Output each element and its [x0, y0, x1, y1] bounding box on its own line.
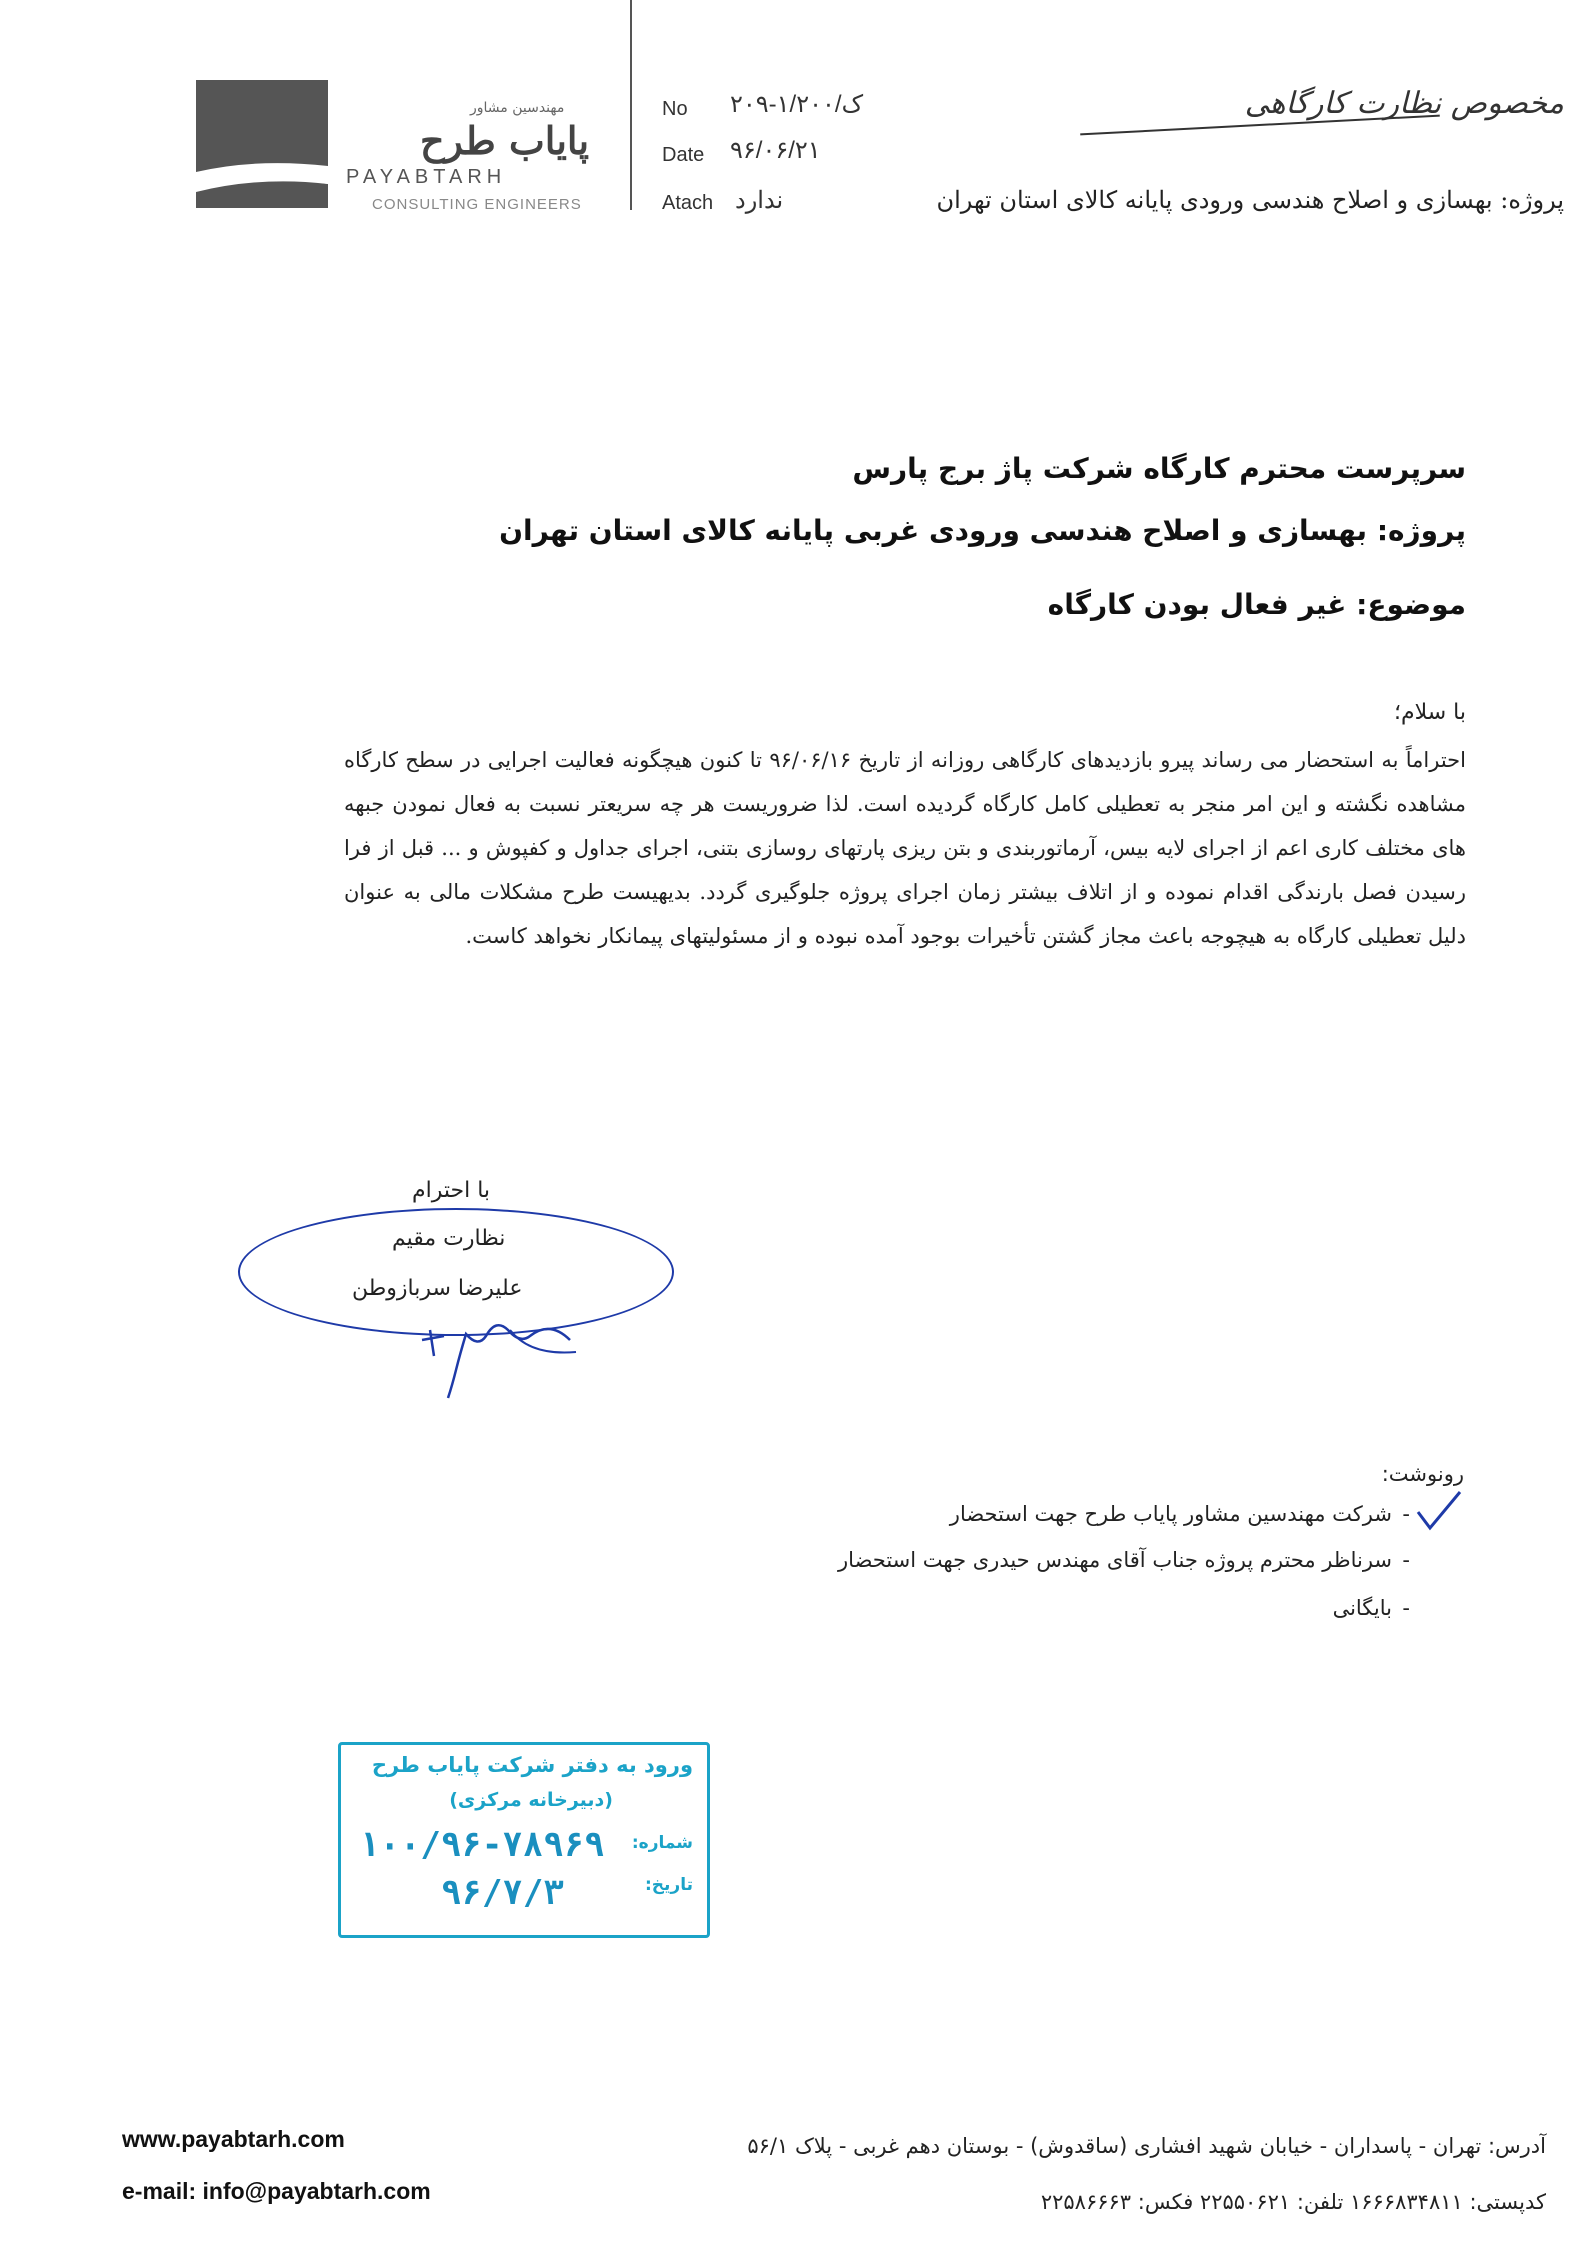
no-value: ۲۰۹-۱/ک/۲۰۰	[730, 91, 864, 118]
footer-address: آدرس: تهران - پاسداران - خیابان شهید افشاری (ساقدوش) - بوستان دهم غربی - پلاک ۵۶/۱	[747, 2134, 1546, 2158]
handwritten-note: مخصوص نظارت کارگاهی	[1244, 86, 1564, 121]
logo-small-text: مهندسین مشاور	[470, 100, 565, 116]
footer-website: www.payabtarh.com	[122, 2126, 345, 2152]
logo-name-fa: پایاب طرح	[420, 118, 590, 163]
signer-role: نظارت مقیم	[392, 1226, 506, 1251]
letter-body: احتراماً به استحضار می رساند پیرو بازدیدهای کارگاهی روزانه از تاریخ ۹۶/۰۶/۱۶ تا کنون هیچگونه فعالیت اجرایی در سطح کارگاه مشاهده نگشته و این امر منجر به تعطیلی کامل کارگاه گردیده است. لذا ضروریست هر چه سریعتر نسبت به فعال نمودن جبهه های مختلف کاری اعم از اجرای لایه بیس، آرماتوربندی و بتن ریزی پارتهای روسازی بتنی، اجرای جداول و کفپوش و ... قبل از فرا رسیدن فصل بارندگی اقدام نموده و از اتلاف بیشتر زمان اجرای پروژه جلوگیری گردد. بدیهیست طرح مشکلات مالی به عنوان دلیل تعطیلی کارگاه به هیچوجه باعث مجاز گشتن تأخیرات بوجود آمده نبوده و از مسئولیتهای پیمانکار نخواهد کاست.	[344, 748, 1466, 948]
copy-bullet: -	[1402, 1548, 1410, 1572]
copy-bullet: -	[1402, 1502, 1410, 1526]
logo-name-en: PAYABTARH	[346, 166, 507, 188]
logo-sub-en: CONSULTING ENGINEERS	[372, 196, 582, 213]
stamp-subtitle: (دبیرخانه مرکزی)	[449, 1789, 613, 1811]
stamp-date-value: ۹۶/۷/۳	[441, 1873, 564, 1913]
copy-item: بایگانی	[1332, 1596, 1392, 1620]
greeting: با سلام؛	[1394, 700, 1466, 725]
recipient-line: سرپرست محترم کارگاه شرکت پاژ برج پارس	[852, 452, 1466, 485]
date-label: Date	[662, 144, 705, 166]
date-value: ۹۶/۰۶/۲۱	[730, 137, 821, 164]
payabtarh-logo-icon	[196, 80, 328, 208]
attach-value: ندارد	[735, 187, 784, 214]
attach-label: Atach	[662, 192, 714, 214]
signer-name: علیرضا سربازوطن	[352, 1276, 523, 1301]
checkmark-icon	[1414, 1488, 1464, 1532]
no-label: No	[662, 98, 688, 120]
handwritten-project-line: پروژه: بهسازی و اصلاح هندسی ورودی پایانه کالای استان تهران	[936, 186, 1564, 214]
closing: با احترام	[412, 1178, 491, 1203]
stamp-title: ورود به دفتر شرکت پایاب طرح	[371, 1753, 693, 1777]
footer-email: e-mail: info@payabtarh.com	[122, 2178, 431, 2204]
stamp-number-label: شماره:	[631, 1833, 693, 1853]
registry-stamp	[338, 1742, 710, 1938]
handwritten-signature-icon	[400, 1300, 580, 1400]
copy-item: شرکت مهندسین مشاور پایاب طرح جهت استحضار	[949, 1502, 1392, 1526]
subject-line: موضوع: غیر فعال بودن کارگاه	[1047, 588, 1466, 621]
copy-item: سرناظر محترم پروژه جناب آقای مهندس حیدری جهت استحضار	[838, 1548, 1392, 1572]
stamp-date-label: تاریخ:	[645, 1875, 693, 1895]
copy-bullet: -	[1402, 1596, 1410, 1620]
header-divider	[630, 0, 632, 210]
project-line: پروژه: بهسازی و اصلاح هندسی ورودی غربی پایانه کالای استان تهران	[499, 514, 1466, 547]
copies-title: رونوشت:	[1381, 1462, 1464, 1486]
stamp-number-value: ۱۰۰/۹۶-۷۸۹۶۹	[359, 1825, 605, 1865]
footer-postal: کدپستی: ۱۶۶۶۸۳۴۸۱۱ تلفن: ۲۲۵۵۰۶۲۱ فکس: ۲۲۵۸۶۶۶۳	[1040, 2190, 1546, 2214]
